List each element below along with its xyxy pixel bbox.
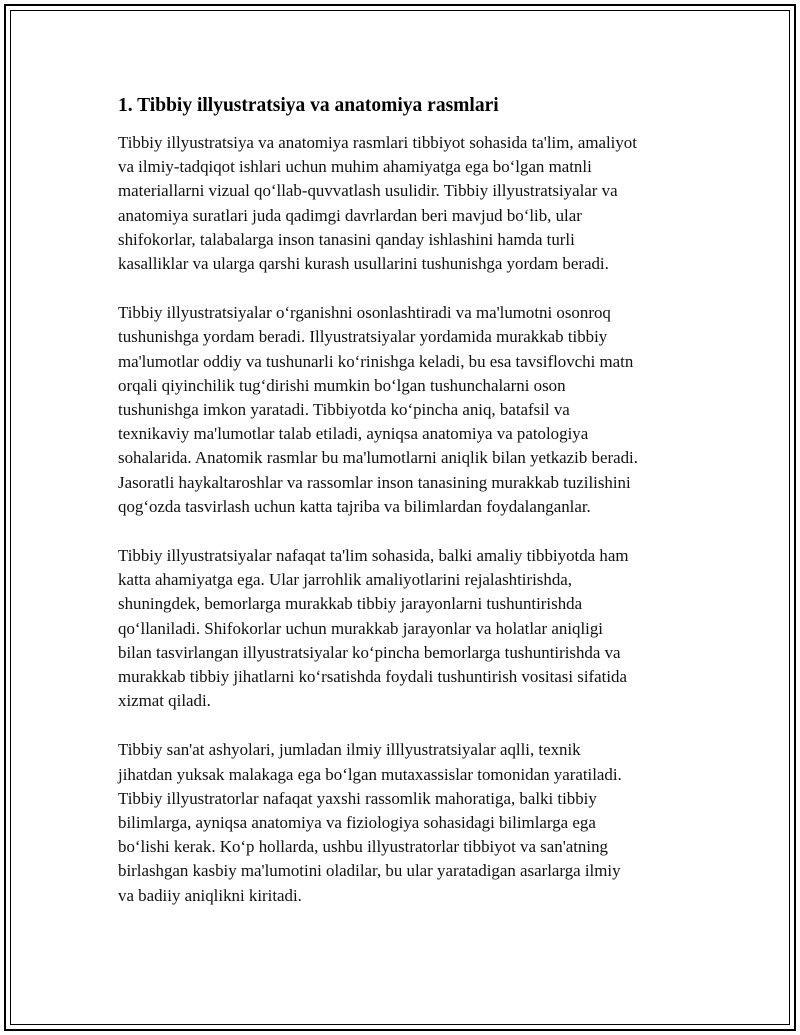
text-line: birlashgan kasbiy ma'lumotini oladilar, bu ular yaratadigan asarlarga ilmiy [118,861,621,881]
text-line: tushunishga imkon yaratadi. Tibbiyotda ko‘pincha aniq, batafsil va [118,400,570,420]
text-line: sohalarida. Anatomik rasmlar bu ma'lumotlarni aniqlik bilan yetkazib beradi. [118,448,638,468]
text-line: qo‘llaniladi. Shifokorlar uchun murakkab jarayonlar va holatlar aniqligi [118,618,603,638]
text-line: jihatdan yuksak malakaga ega bo‘lgan mutaxassislar tomonidan yaratiladi. [118,764,622,784]
text-line: qog‘ozda tasvirlash uchun katta tajriba va bilimlardan foydalanganlar. [118,496,591,516]
text-line: shifokorlar, talabalarga inson tanasini qanday ishlashini hamda turli [118,229,575,249]
text-line: texnikaviy ma'lumotlar talab etiladi, ayniqsa anatomiya va patologiya [118,424,589,444]
text-line: bo‘lishi kerak. Ko‘p hollarda, ushbu illyustratorlar tibbiyot va san'atning [118,837,608,857]
text-line: Tibbiy illyustratsiyalar o‘rganishni osonlashtiradi va ma'lumotni osonroq [118,303,611,323]
paragraph-2 [118,301,698,519]
section-heading: 1. Tibbiy illyustratsiya va anatomiya rasmlari [118,95,499,116]
text-line: ma'lumotlar oddiy va tushunarli ko‘rinishga keladi, bu esa tavsiflovchi matn [118,351,634,371]
text-line: kasalliklar va ularga qarshi kurash usullarini tushunishga yordam beradi. [118,254,609,274]
text-line: anatomiya suratlari juda qadimgi davrlardan beri mavjud bo‘lib, ular [118,205,582,225]
text-line: Tibbiy illyustratsiya va anatomiya rasmlari tibbiyot sohasida ta'lim, amaliyot [118,133,637,152]
text-line: xizmat qiladi. [118,691,211,711]
text-line: Jasoratli haykaltaroshlar va rassomlar inson tanasining murakkab tuzilishini [118,472,631,492]
text-line: orqali qiyinchilik tug‘dirishi mumkin bo‘lgan tushunchalarni oson [118,375,566,395]
text-line: materiallarni vizual qo‘llab-quvvatlash usulidir. Tibbiy illyustratsiyalar va [118,181,618,201]
paragraph-1 [118,131,698,276]
text-line: murakkab tibbiy jihatlarni ko‘rsatishda foydali tushuntirish vositasi sifatida [118,667,627,687]
text-line: tushunishga yordam beradi. Illyustratsiyalar yordamida murakkab tibbiy [118,327,608,347]
paragraph-3 [118,544,698,713]
text-line: va ilmiy-tadqiqot ishlari uchun muhim ahamiyatga ega bo‘lgan matnli [118,157,592,177]
text-line: Tibbiy san'at ashyolari, jumladan ilmiy illlyustratsiyalar aqlli, texnik [118,740,581,760]
text-line: Tibbiy illyustratsiyalar nafaqat ta'lim sohasida, balki amaliy tibbiyotda ham [118,546,629,566]
paragraph-4 [118,738,698,907]
text-line: bilan tasvirlangan illyustratsiyalar ko‘pincha bemorlarga tushuntirishda va [118,642,621,662]
text-line: katta ahamiyatga ega. Ular jarrohlik amaliyotlarini rejalashtirishda, [118,570,572,590]
document-body [118,90,698,933]
text-line: shuningdek, bemorlarga murakkab tibbiy jarayonlarni tushuntirishda [118,594,583,614]
text-line: va badiiy aniqlikni kiritadi. [118,885,302,905]
text-line: Tibbiy illyustratorlar nafaqat yaxshi rassomlik mahoratiga, balki tibbiy [118,788,597,808]
text-line: bilimlarga, ayniqsa anatomiya va fiziologiya sohasidagi bilimlarga ega [118,813,596,833]
